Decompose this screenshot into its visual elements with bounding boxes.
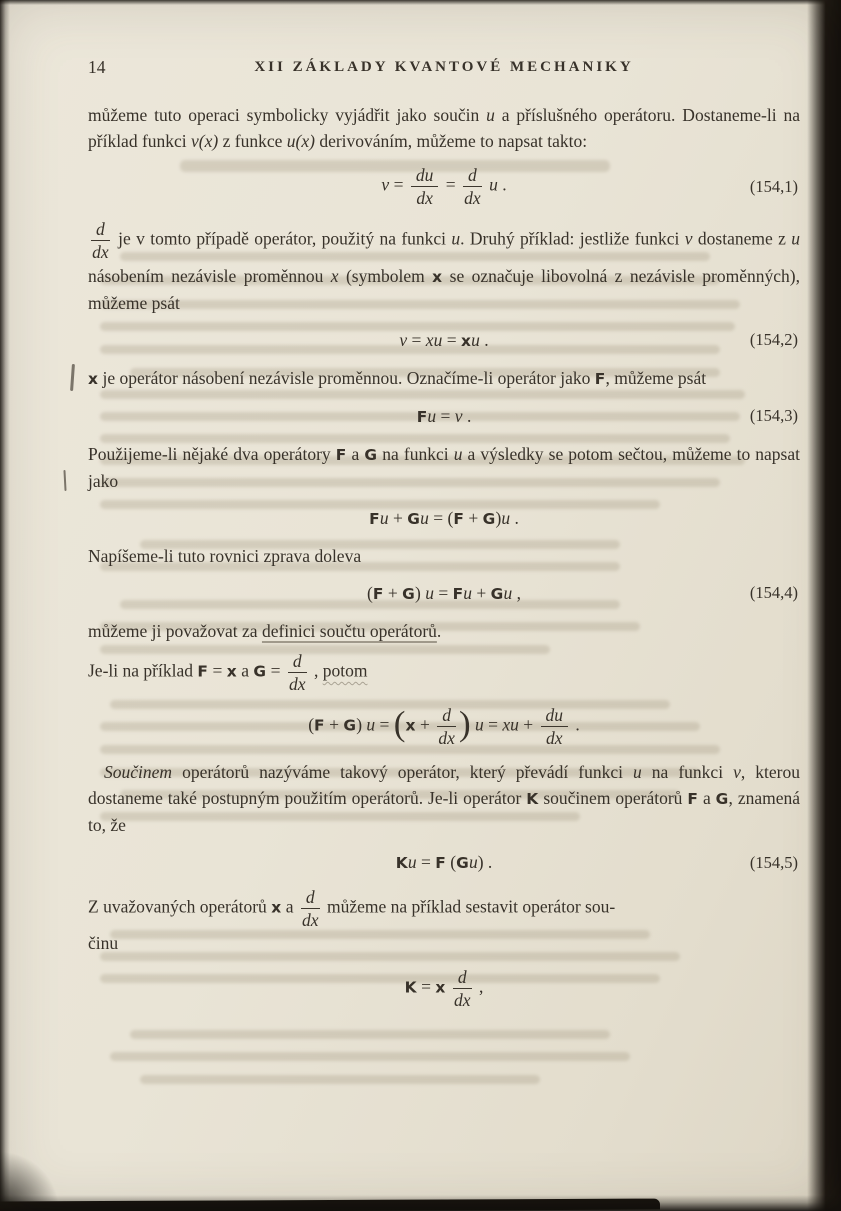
running-header: XII ZÁKLADY KVANTOVÉ MECHANIKY	[254, 59, 634, 75]
fraction: $\frac{d}{dx}$	[438, 704, 455, 748]
equation-body: Fu + Gu = (F + G)u .	[369, 507, 519, 528]
fraction: $\frac{d}{dx}$	[301, 887, 319, 931]
equation-label: (154,1)	[749, 176, 798, 196]
pen-mark	[70, 364, 75, 391]
scan-edge-left	[0, 0, 10, 1211]
scan-edge-right	[807, 0, 841, 1211]
paragraph-6: můžeme ji považovat za definici součtu operátorů.	[88, 620, 442, 641]
paragraph-4: Použijeme-li nějaké dva operátory F a G na funkci u a výsledky se potom sečtou, můžeme to napsat jako	[88, 443, 800, 491]
paragraph-7: Je-li na příklad F = x a G = $\frac{d}{dx}$ , potom	[88, 650, 368, 694]
paragraph-3: x je operátor násobení nezávisle proměnnou. Označíme-li operátor jako F, můžeme psát	[88, 367, 707, 388]
pen-mark	[63, 470, 66, 491]
equation-body: (F + G) u = Fu + Gu ,	[366, 582, 522, 603]
equation-body: Fu = v .	[416, 405, 472, 426]
fraction: $\frac{du}{dx}$	[541, 705, 569, 748]
fraction: $\frac{d}{dx}$	[464, 165, 481, 209]
equation-154-5	[88, 849, 800, 876]
paragraph-9: Z uvažovaných operátorů x a $\frac{d}{dx}$ můžeme na příklad sestavit operátor sou- činu	[88, 887, 616, 954]
page-content	[88, 52, 800, 1022]
paragraph-5: Napíšeme-li tuto rovnici zprava doleva	[88, 545, 362, 566]
equation-154-2	[88, 327, 800, 354]
equation-154-4	[88, 580, 800, 607]
fraction: $\frac{du}{dx}$	[411, 165, 439, 208]
page-header	[88, 52, 800, 80]
equation-body: (F + G) u = (x + $\frac{d}{dx}$ ) u = xu + $\frac{du}{dx}$ .	[308, 704, 580, 748]
equation-label: (154,3)	[749, 406, 798, 425]
equation-product-example	[88, 967, 800, 1010]
scan-corner-bottom-left	[0, 1151, 60, 1211]
fraction: $\frac{d}{dx}$	[454, 967, 471, 1011]
equation-label: (154,4)	[749, 583, 798, 602]
equation-body: Ku = F (Gu) .	[395, 852, 493, 872]
paragraph-1: můžeme tuto operaci symbolicky vyjádřit jako součin u a příslušného operátoru. Dostaneme-li na příklad funkci v(x) z funkce u(x) derivováním, můžeme to napsat takto:	[88, 105, 800, 151]
equation-body: K = x $\frac{d}{dx}$ ,	[404, 967, 484, 1011]
equation-sum-example	[88, 705, 800, 748]
equation-154-1	[88, 165, 800, 208]
page-number: 14	[88, 57, 106, 77]
scan-edge-bottom-left	[0, 1199, 660, 1211]
equation-body: v = $\frac{du}{dx}$ = $\frac{d}{dx}$ u .	[381, 165, 507, 209]
equation-label: (154,5)	[749, 852, 798, 872]
paragraph-2: $\frac{d}{dx}$ je v tomto případě operátor, použitý na funkci u. Druhý příklad: jestliže funkci v dostaneme z u násobením nezávisle proměnnou x (symbolem x se označuje libovolná z nezávisle proměnných), můžeme psát	[88, 219, 800, 313]
paragraph-8: Součinem operátorů nazýváme takový operátor, který převádí funkci u na funkci v, kterou dostaneme také postupným použitím operátorů. Je-li operátor K součinem operátorů F a G, znamená to, že	[88, 762, 800, 835]
fraction: $\frac{d}{dx}$	[92, 219, 109, 263]
equation-body: v = xu = xu .	[399, 329, 489, 350]
fraction: $\frac{d}{dx}$	[288, 650, 306, 694]
equation-sum-operators	[88, 505, 800, 532]
equation-label: (154,2)	[749, 330, 798, 349]
equation-154-3	[88, 403, 800, 430]
scan-edge-bottom	[0, 1195, 841, 1211]
scan-edge-top	[0, 0, 841, 5]
